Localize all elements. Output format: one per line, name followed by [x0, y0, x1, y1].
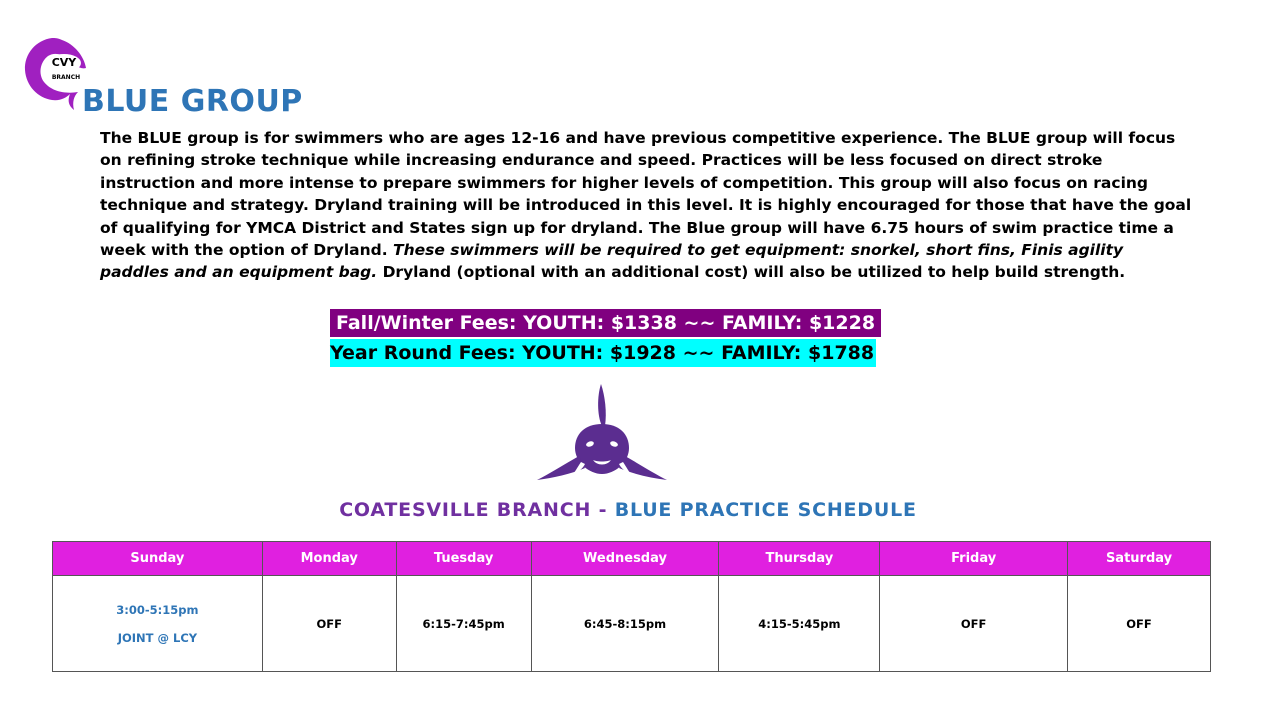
equipment-requirement: These swimmers will be required to get equipment: snorkel, short fins, Finis agility paddles and an equipment bag. — [100, 241, 1124, 282]
cell-sunday — [53, 576, 263, 672]
page-title: BLUE GROUP — [82, 84, 303, 119]
year-round-fees: Year Round Fees: YOUTH: $1928 ~~ FAMILY: $1788 — [330, 339, 876, 367]
schedule-times-row — [53, 576, 1211, 672]
schedule-title-branch: COATESVILLE BRANCH - — [339, 499, 615, 521]
header-friday: Friday — [880, 542, 1068, 576]
schedule-title-group: BLUE PRACTICE SCHEDULE — [614, 499, 917, 521]
header-thursday: Thursday — [719, 542, 880, 576]
header-saturday: Saturday — [1068, 542, 1211, 576]
group-description — [100, 127, 1195, 284]
sunday-time: 3:00-5:15pm — [116, 602, 199, 617]
cell-thursday: 4:15-5:45pm — [719, 576, 880, 672]
practice-schedule-table — [52, 541, 1211, 672]
logo-text-cvy: CVY — [51, 56, 77, 69]
cvy-branch-logo — [22, 34, 88, 110]
cell-friday: OFF — [880, 576, 1068, 672]
cell-tuesday: 6:15-7:45pm — [396, 576, 531, 672]
description-text: The BLUE group is for swimmers who are ages 12-16 and have previous competitive experience. The BLUE group will focus on refining stroke technique while increasing endurance and speed. Practices will be less focused on direct stroke instruction and more intense to prepare swimmers for higher levels of competition. This group will also focus on racing technique and strategy. Dryland training will be introduced in this level. It is highly encouraged for those that have the goal of qualifying for YMCA District and States sign up for dryland. The Blue group will have 6.75 hours of swim practice time a week with the option of Dryland. — [100, 129, 1192, 260]
schedule-header-row — [53, 542, 1211, 576]
cell-monday: OFF — [262, 576, 396, 672]
schedule-title — [0, 499, 1256, 521]
orca-icon — [535, 382, 669, 482]
dryland-note: Dryland (optional with an additional cost) will also be utilized to help build strength. — [377, 263, 1126, 282]
fall-winter-fees: Fall/Winter Fees: YOUTH: $1338 ~~ FAMILY: $1228 — [330, 309, 881, 337]
sunday-note: JOINT @ LCY — [117, 630, 198, 645]
header-wednesday: Wednesday — [531, 542, 719, 576]
cell-wednesday: 6:45-8:15pm — [531, 576, 719, 672]
header-tuesday: Tuesday — [396, 542, 531, 576]
header-sunday: Sunday — [53, 542, 263, 576]
logo-text-branch: BRANCH — [51, 74, 81, 81]
cell-saturday: OFF — [1068, 576, 1211, 672]
header-monday: Monday — [262, 542, 396, 576]
